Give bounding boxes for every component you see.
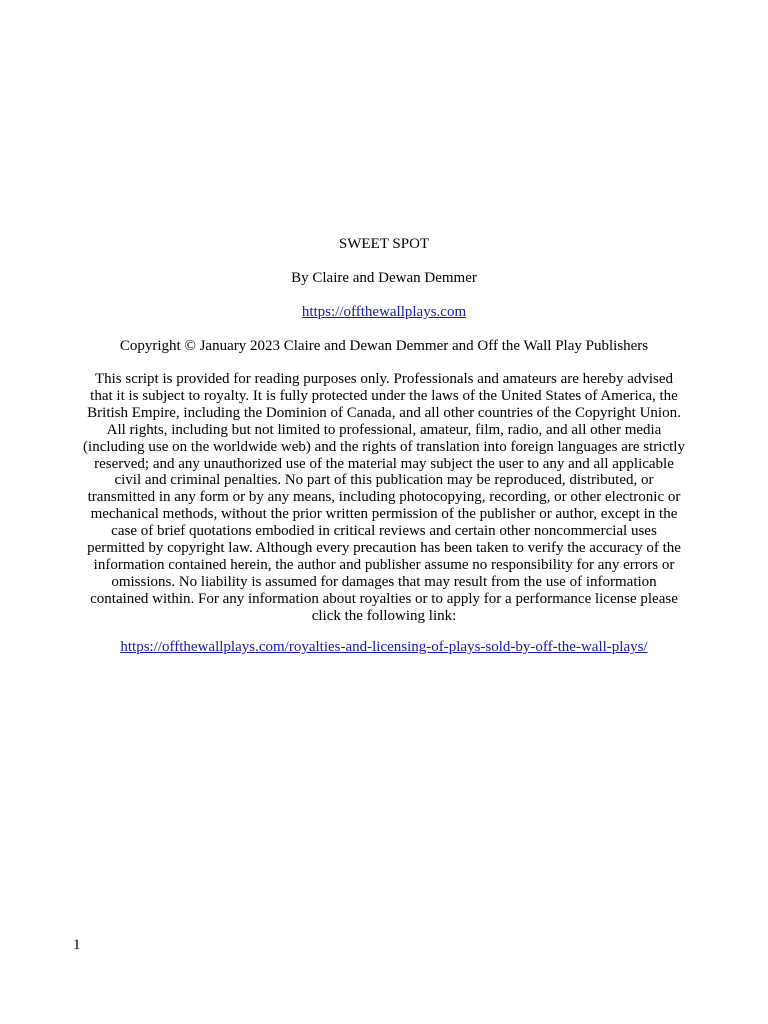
website-link[interactable]: https://offthewallplays.com (301, 304, 467, 320)
page-title: SWEET SPOT (338, 236, 430, 252)
page-number: 1 (73, 937, 81, 953)
website-link-line (60, 304, 708, 321)
copyright-notice: Copyright © January 2023 Claire and Dewan Demmer and Off the Wall Play Publishers (119, 338, 649, 354)
licensing-link[interactable]: https://offthewallplays.com/royalties-and-licensing-of-plays-sold-by-off-the-wall-plays/ (120, 639, 648, 655)
notice-line: civil and criminal penalties. No part of this publication may be reproduced, distributed, or (114, 472, 654, 489)
notice-line: omissions. No liability is assumed for damages that may result from the use of information (111, 573, 657, 590)
notice-line: This script is provided for reading purposes only. Professionals and amateurs are hereby advised (94, 371, 674, 387)
license-link-line (60, 639, 708, 656)
notice-line: reserved; and any unauthorized use of the material may subject the user to any and all applicable (94, 455, 674, 472)
notice-line: permitted by copyright law. Although every precaution has been taken to verify the accuracy of the (87, 540, 681, 557)
notice-line: (including use on the worldwide web) and the rights of translation into foreign languages are strictly (83, 438, 685, 455)
notice-line: information contained herein, the author and publisher assume no responsibility for any errors or (93, 556, 675, 573)
notice-line: case of brief quotations embodied in critical reviews and certain other noncommercial uses (111, 523, 657, 540)
rights-notice (54, 371, 714, 625)
notice-line: that it is subject to royalty. It is fully protected under the laws of the United States of America, the (90, 387, 678, 404)
author-byline: By Claire and Dewan Demmer (291, 270, 477, 286)
notice-line: All rights, including but not limited to professional, amateur, film, radio, and all other media (106, 421, 662, 438)
notice-line: British Empire, including the Dominion of Canada, and all other countries of the Copyright Union. (87, 404, 681, 421)
notice-line: click the following link: (311, 607, 457, 624)
notice-line: transmitted in any form or by any means, including photocopying, recording, or other electronic or (87, 489, 681, 506)
notice-line: mechanical methods, without the prior written permission of the publisher or author, except in the (90, 506, 678, 523)
notice-line: contained within. For any information about royalties or to apply for a performance license please (90, 590, 678, 607)
